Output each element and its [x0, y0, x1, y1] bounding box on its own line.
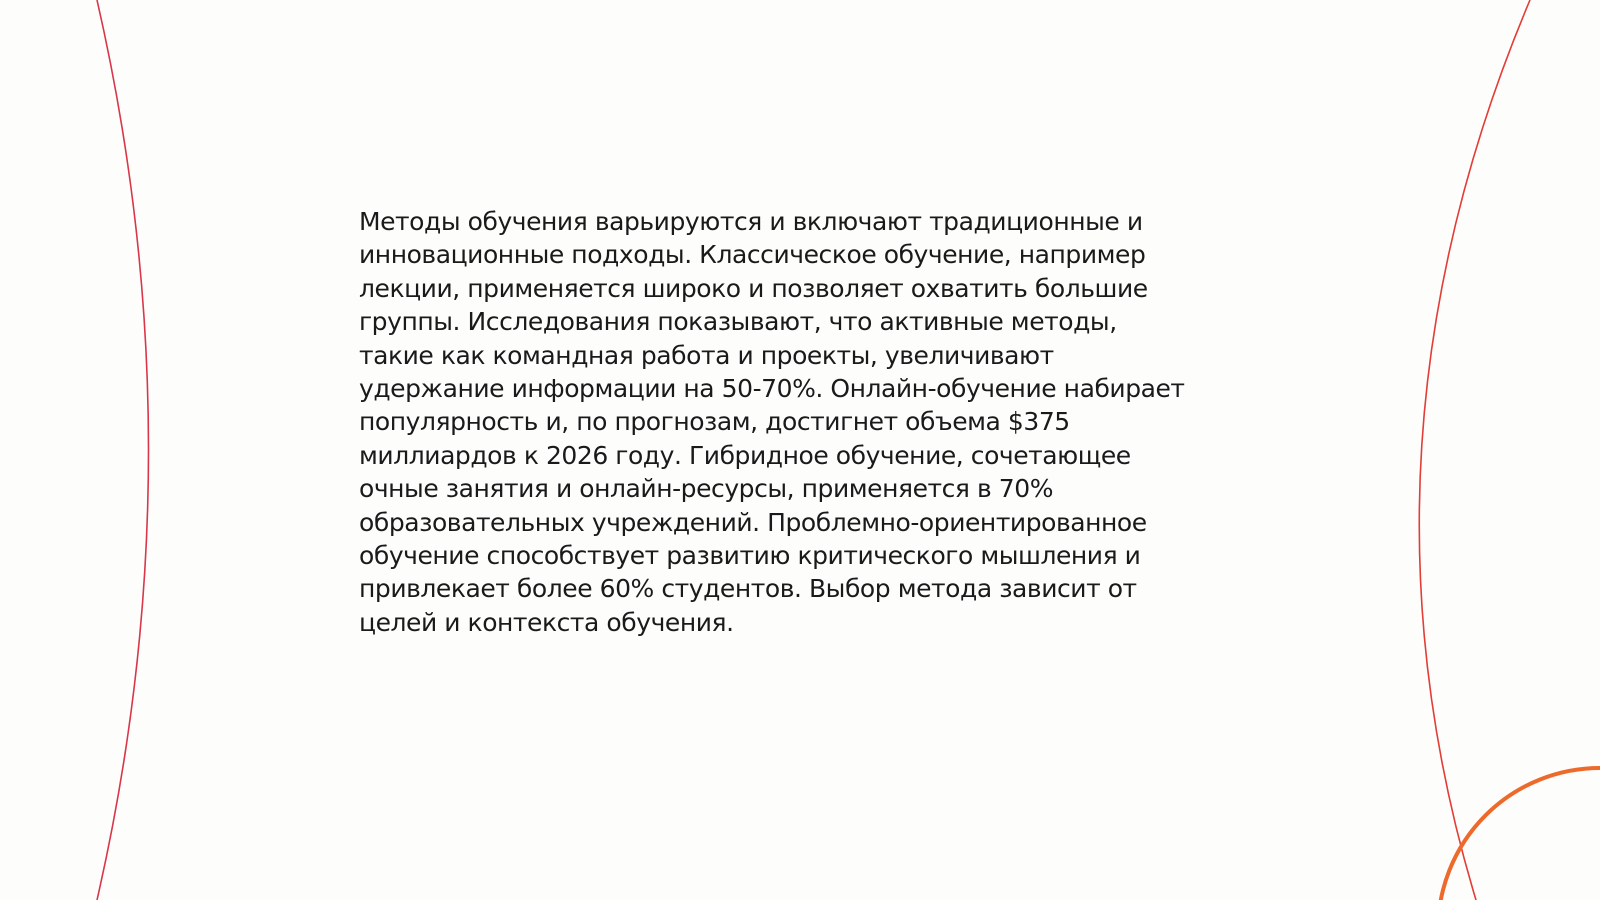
paragraph-line: обучение способствует развитию критического мышления и: [359, 541, 1141, 571]
right-arc-decoration: [1419, 0, 1530, 900]
paragraph-line: удержание информации на 50-70%. Онлайн-обучение набирает: [359, 374, 1185, 404]
corner-circle-decoration: [1438, 768, 1600, 900]
paragraph-line: очные занятия и онлайн-ресурсы, применяется в 70%: [359, 474, 1054, 504]
left-arc-decoration: [97, 0, 149, 900]
paragraph-line: лекции, применяется широко и позволяет охватить большие: [359, 273, 1148, 303]
paragraph-line: целей и контекста обучения.: [359, 607, 734, 637]
paragraph-line: Методы обучения варьируются и включают традиционные и: [359, 207, 1143, 236]
paragraph-line: популярность и, по прогнозам, достигнет объема $375: [359, 407, 1070, 437]
paragraph-line: образовательных учреждений. Проблемно-ориентированное: [359, 507, 1147, 537]
paragraph-line: инновационные подходы. Классическое обучение, например: [359, 240, 1146, 270]
paragraph-line: такие как командная работа и проекты, увеличивают: [359, 340, 1054, 370]
body-paragraph: [359, 205, 1259, 639]
paragraph-line: группы. Исследования показывают, что активные методы,: [359, 307, 1117, 337]
paragraph-line: привлекает более 60% студентов. Выбор метода зависит от: [359, 574, 1137, 604]
paragraph-line: миллиардов к 2026 году. Гибридное обучение, сочетающее: [359, 440, 1131, 470]
